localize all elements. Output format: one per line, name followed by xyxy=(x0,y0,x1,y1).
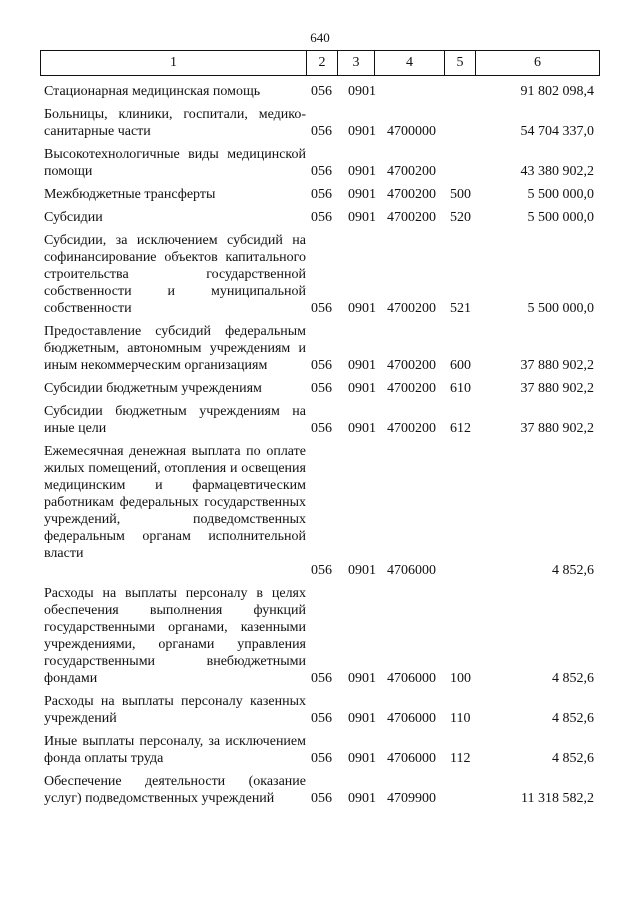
cell-col-6: 4 852,6 xyxy=(552,711,594,726)
row-name: Расходы на выплаты персоналу в целях обеспечения выполнения функций государственными органами, казенными учреждениями, органами управления государственными внебюджетными фондами xyxy=(44,586,306,686)
row-name: Субсидии xyxy=(44,210,103,225)
cell-col-4: 4700200 xyxy=(387,421,436,436)
cell-col-6: 5 500 000,0 xyxy=(527,301,594,316)
table-row xyxy=(0,106,640,140)
cell-col-6: 43 380 902,2 xyxy=(520,164,594,179)
cell-col-2: 056 xyxy=(311,358,332,373)
row-name: Субсидии бюджетным учреждениям на иные цели xyxy=(44,404,306,436)
cell-col-6: 11 318 582,2 xyxy=(521,791,594,806)
header-col-6: 6 xyxy=(534,55,541,70)
cell-col-5: 110 xyxy=(450,711,471,726)
row-name: Высокотехнологичные виды медицинской помощи xyxy=(44,147,306,179)
cell-col-6: 54 704 337,0 xyxy=(520,124,594,139)
cell-col-5: 100 xyxy=(450,671,471,686)
table-row xyxy=(0,209,640,226)
cell-col-6: 5 500 000,0 xyxy=(527,210,594,225)
cell-col-6: 4 852,6 xyxy=(552,751,594,766)
table-row xyxy=(0,146,640,180)
table-row xyxy=(0,585,640,687)
cell-col-3: 0901 xyxy=(348,563,376,578)
cell-col-6: 4 852,6 xyxy=(552,671,594,686)
row-name: Расходы на выплаты персоналу казенных учреждений xyxy=(44,694,306,726)
cell-col-4: 4700200 xyxy=(387,381,436,396)
table-row xyxy=(0,733,640,767)
cell-col-3: 0901 xyxy=(348,711,376,726)
header-col-1: 1 xyxy=(41,51,307,75)
cell-col-3: 0901 xyxy=(348,84,376,99)
cell-col-3: 0901 xyxy=(348,210,376,225)
cell-col-3: 0901 xyxy=(348,791,376,806)
row-name: Предоставление субсидий федеральным бюджетным, автономным учреждениям и иным некоммерческим организациям xyxy=(44,324,306,373)
cell-col-2: 056 xyxy=(311,84,332,99)
cell-col-6: 37 880 902,2 xyxy=(520,381,594,396)
cell-col-3: 0901 xyxy=(348,164,376,179)
cell-col-3: 0901 xyxy=(348,358,376,373)
cell-col-4: 4706000 xyxy=(387,671,436,686)
header-col-2: 2 xyxy=(307,51,338,75)
cell-col-2: 056 xyxy=(311,563,332,578)
row-name: Ежемесячная денежная выплата по оплате жилых помещений, отопления и освещения медицинским и фармацевтическим работникам федеральных государственных учреждений, подведомственных федеральным органам исполнительной власти xyxy=(44,444,306,561)
cell-col-4: 4706000 xyxy=(387,751,436,766)
cell-col-4: 4700200 xyxy=(387,164,436,179)
cell-col-5: 600 xyxy=(450,358,471,373)
cell-col-3: 0901 xyxy=(348,301,376,316)
header-col-4: 4 xyxy=(375,51,445,75)
row-name: Иные выплаты персоналу, за исключением фонда оплаты труда xyxy=(44,734,306,766)
table-row xyxy=(0,403,640,437)
cell-col-3: 0901 xyxy=(348,124,376,139)
cell-col-2: 056 xyxy=(311,751,332,766)
row-name: Обеспечение деятельности (оказание услуг) подведомственных учреждений xyxy=(44,774,306,806)
cell-col-4: 4706000 xyxy=(387,563,436,578)
cell-col-6: 91 802 098,4 xyxy=(520,84,594,99)
cell-col-5: 610 xyxy=(450,381,471,396)
cell-col-6: 4 852,6 xyxy=(552,563,594,578)
cell-col-2: 056 xyxy=(311,711,332,726)
table-row xyxy=(0,443,640,579)
cell-col-3: 0901 xyxy=(348,187,376,202)
cell-col-2: 056 xyxy=(311,124,332,139)
row-name: Стационарная медицинская помощь xyxy=(44,84,261,99)
cell-col-5: 520 xyxy=(450,210,471,225)
table-row xyxy=(0,773,640,807)
cell-col-5: 521 xyxy=(450,301,471,316)
table-row xyxy=(0,232,640,317)
table-row xyxy=(0,693,640,727)
table-row xyxy=(0,380,640,397)
cell-col-4: 4700200 xyxy=(387,301,436,316)
table-row xyxy=(0,83,640,100)
cell-col-2: 056 xyxy=(311,164,332,179)
row-name: Больницы, клиники, госпитали, медико-санитарные части xyxy=(44,107,306,139)
table-header xyxy=(40,50,600,76)
cell-col-3: 0901 xyxy=(348,381,376,396)
cell-col-3: 0901 xyxy=(348,421,376,436)
cell-col-2: 056 xyxy=(311,381,332,396)
cell-col-2: 056 xyxy=(311,421,332,436)
cell-col-5: 112 xyxy=(450,751,471,766)
table-row xyxy=(0,323,640,374)
cell-col-6: 37 880 902,2 xyxy=(520,358,594,373)
cell-col-2: 056 xyxy=(311,671,332,686)
table-body xyxy=(0,83,640,813)
page-number: 640 xyxy=(310,30,330,45)
cell-col-5: 500 xyxy=(450,187,471,202)
cell-col-4: 4700200 xyxy=(387,358,436,373)
cell-col-2: 056 xyxy=(311,301,332,316)
header-col-5: 5 xyxy=(445,51,476,75)
header-col-3: 3 xyxy=(338,51,375,75)
cell-col-4: 4700200 xyxy=(387,187,436,202)
cell-col-2: 056 xyxy=(311,187,332,202)
row-name: Субсидии, за исключением субсидий на софинансирование объектов капитального строительства государственной собственности и муниципальной собственности xyxy=(44,233,306,316)
cell-col-6: 5 500 000,0 xyxy=(527,187,594,202)
cell-col-4: 4706000 xyxy=(387,711,436,726)
cell-col-3: 0901 xyxy=(348,671,376,686)
table-row xyxy=(0,186,640,203)
cell-col-3: 0901 xyxy=(348,751,376,766)
cell-col-4: 4700200 xyxy=(387,210,436,225)
cell-col-6: 37 880 902,2 xyxy=(520,421,594,436)
cell-col-5: 612 xyxy=(450,421,471,436)
cell-col-2: 056 xyxy=(311,210,332,225)
cell-col-2: 056 xyxy=(311,791,332,806)
row-name: Межбюджетные трансферты xyxy=(44,187,216,202)
cell-col-4: 4709900 xyxy=(387,791,436,806)
row-name: Субсидии бюджетным учреждениям xyxy=(44,381,262,396)
cell-col-4: 4700000 xyxy=(387,124,436,139)
